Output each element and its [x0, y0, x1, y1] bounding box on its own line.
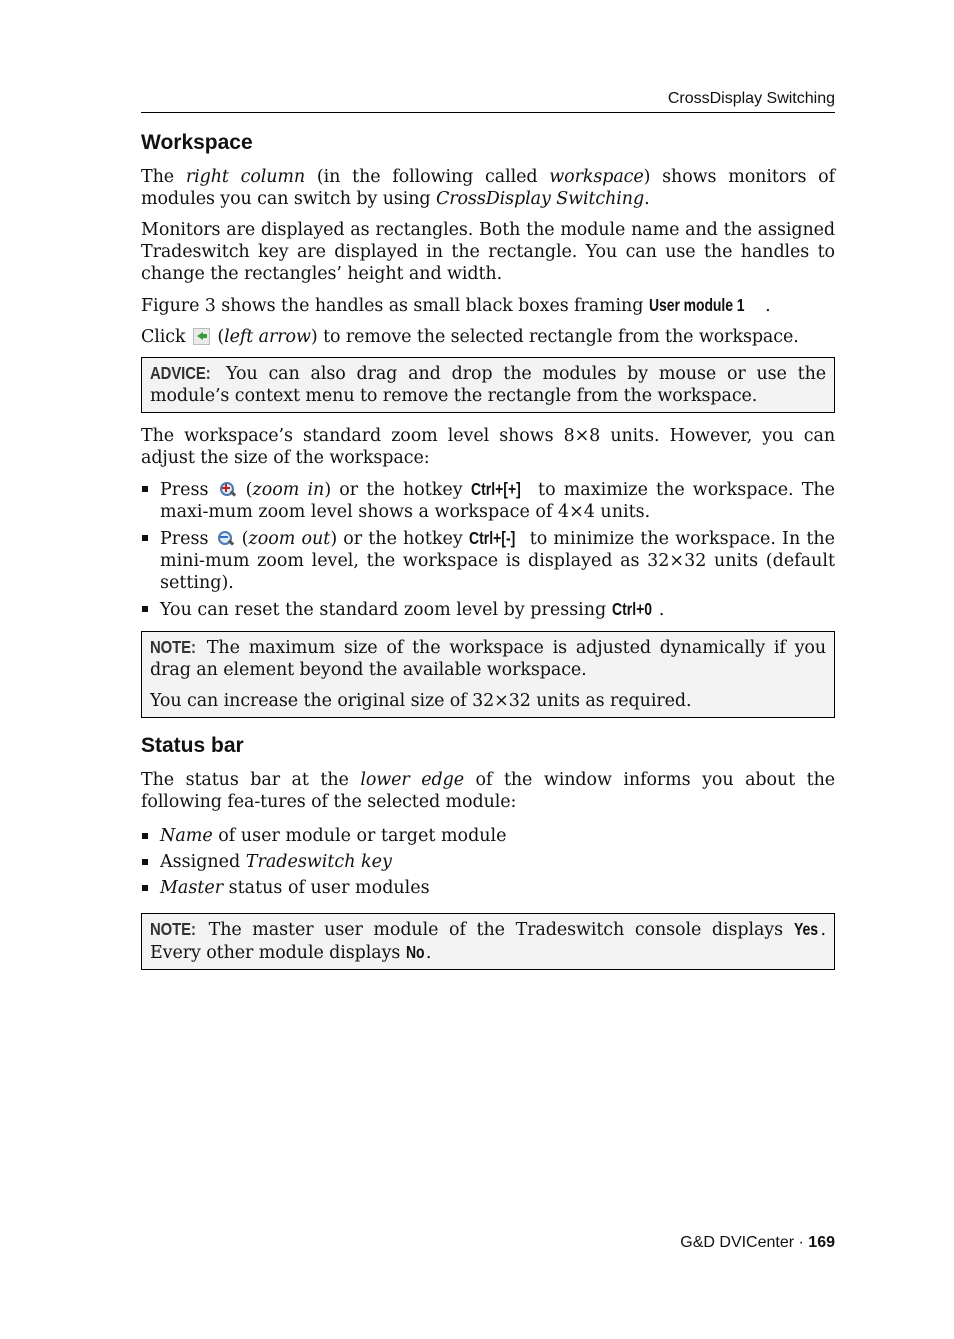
status-bar-list — [141, 825, 835, 899]
status-bar-paragraph: The status bar at the lower edge of the window informs you about the following fea-tures of the selected module: — [141, 770, 836, 812]
advice-label: ADVICE: — [150, 363, 211, 383]
list-item: Name of user module or target module — [141, 825, 835, 847]
list-item: You can reset the standard zoom level by pressing Ctrl+0 . — [141, 598, 835, 621]
note-label: NOTE: — [150, 919, 196, 939]
list-item: Press (zoom in) or the hotkey Ctrl+[+] to maximize the workspace. The maxi-mum zoom level shows a workspace of 4×4 units. — [141, 478, 835, 523]
list-item: Assigned Tradeswitch key — [141, 851, 835, 873]
status-note-box — [141, 913, 835, 970]
workspace-paragraph-5: The workspace’s standard zoom level shows 8×8 units. However, you can adjust the size of the workspace: — [141, 426, 835, 468]
workspace-paragraph-2: Monitors are displayed as rectangles. Both the module name and the assigned Tradeswitch key are displayed in the rectangle. You can use the handles to change the rectangles’ height and width. — [141, 220, 835, 284]
hotkey-label: Ctrl+[-] — [468, 528, 516, 548]
zoom-out-icon — [217, 530, 234, 547]
workspace-paragraph-3: Figure 3 shows the handles as small black boxes framing User module 1 . — [141, 295, 771, 316]
status-note-text: NOTE: The master user module of the Tradeswitch console displays Yes . Every other module displays No. — [150, 919, 826, 963]
user-module-label: User module 1 — [648, 295, 745, 315]
hotkey-label: Ctrl+0 — [611, 599, 652, 619]
workspace-paragraph-4: Click (left arrow) to remove the selected rectangle from the workspace. — [141, 327, 799, 347]
page-content — [141, 129, 835, 982]
left-arrow-icon — [193, 328, 210, 345]
page-footer — [680, 1234, 835, 1252]
header-title: CrossDisplay Switching — [667, 90, 835, 107]
note-text-2: You can increase the original size of 32×32 units as required. — [150, 691, 692, 711]
workspace-paragraph-1: The right column (in the following called workspace) shows monitors of modules you can switch by using CrossDisplay Switching. — [141, 167, 835, 209]
page-number: 169 — [808, 1234, 835, 1251]
status-bar-heading: Status bar — [141, 734, 244, 757]
yes-value: Yes — [793, 919, 818, 939]
zoom-in-icon — [219, 481, 236, 498]
page-header — [141, 89, 835, 113]
list-item: Press (zoom out) or the hotkey Ctrl+[-] to minimize the workspace. In the mini-mum zoom level, the workspace is displayed as 32×32 units (default setting). — [141, 527, 835, 594]
no-value: No — [405, 942, 425, 962]
note-box — [141, 631, 835, 718]
footer-text: G&D DVICenter · — [680, 1234, 809, 1251]
zoom-list — [141, 478, 835, 621]
list-item: Master status of user modules — [141, 877, 835, 899]
note-label: NOTE: — [150, 637, 196, 657]
note-text: NOTE: The maximum size of the workspace is adjusted dynamically if you drag an element beyond the available workspace. — [150, 637, 826, 680]
hotkey-label: Ctrl+[+] — [470, 479, 521, 499]
advice-box — [141, 357, 835, 413]
advice-text: ADVICE: You can also drag and drop the modules by mouse or use the module’s context menu to remove the rectangle from the workspace. — [150, 363, 826, 406]
workspace-heading: Workspace — [141, 131, 253, 154]
